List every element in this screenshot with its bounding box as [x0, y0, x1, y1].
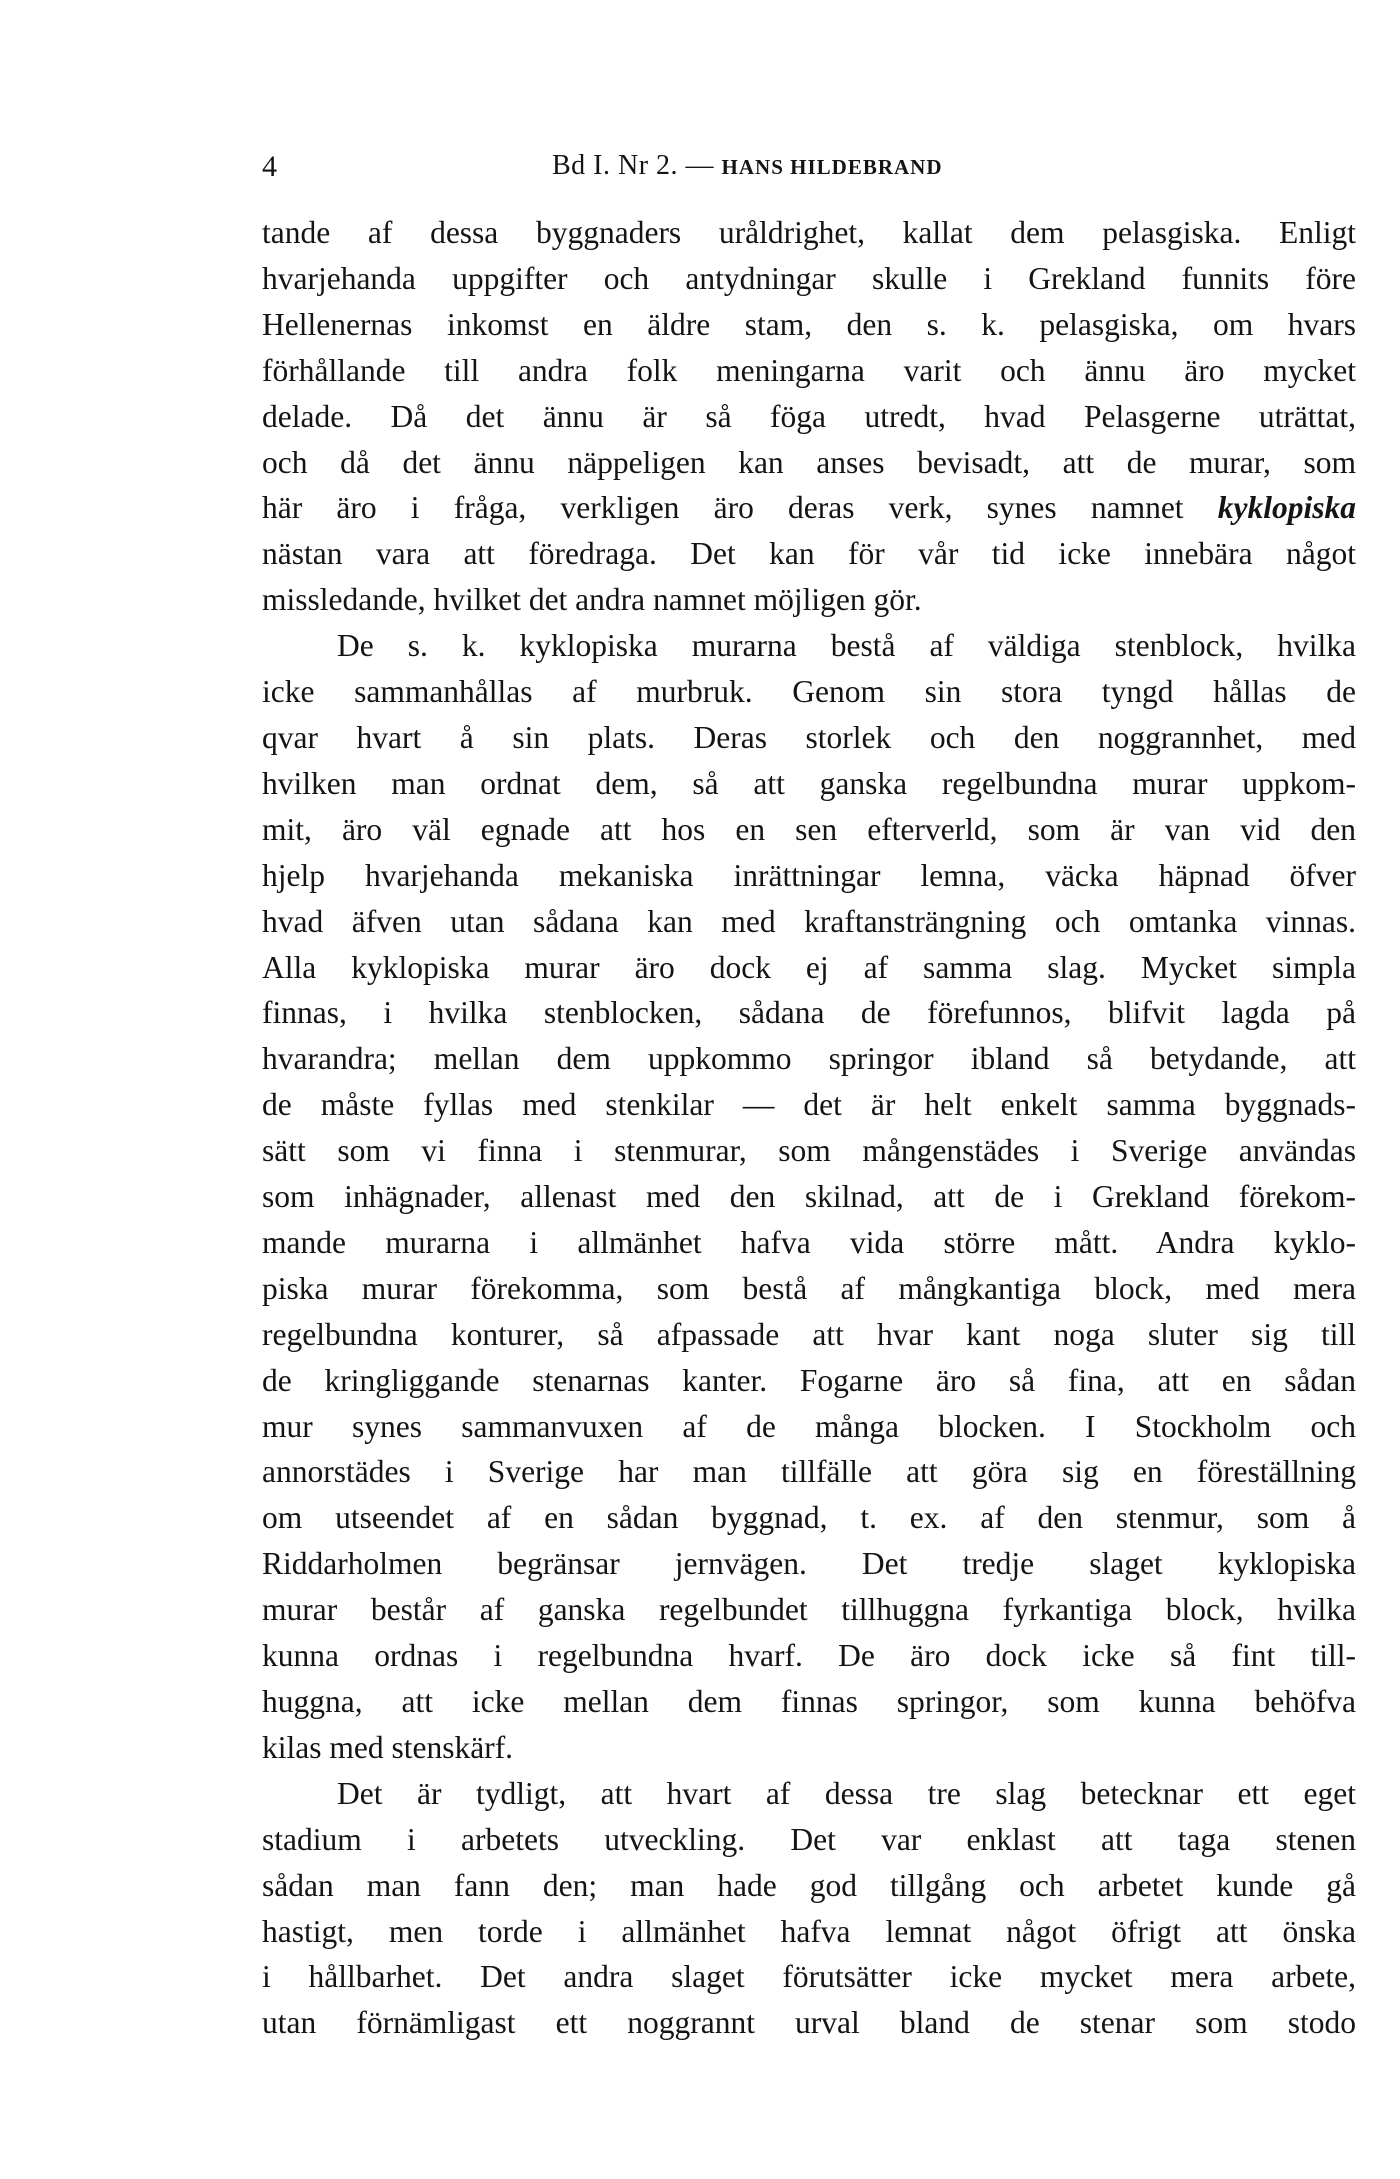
- text-segment: här äro i fråga, verkligen äro deras verk, synes namnet: [262, 490, 1184, 526]
- text-line: finnas, i hvilka stenblocken, sådana de förefunnos, blifvit lagda på: [262, 995, 1356, 1031]
- header-title: [552, 150, 943, 182]
- text-line: hjelp hvarjehanda mekaniska inrättningar lemna, väcka häpnad öfver: [262, 857, 1356, 893]
- text-line: delade. Då det ännu är så föga utredt, hvad Pelasgerne uträttat,: [262, 398, 1356, 434]
- text-line: Hellenernas inkomst en äldre stam, den s. k. pelasgiska, om hvars: [262, 306, 1356, 342]
- text-line: murar består af ganska regelbundet tillhuggna fyrkantiga block, hvilka: [262, 1592, 1356, 1628]
- text-line: qvar hvart å sin plats. Deras storlek och den noggrannhet, med: [262, 719, 1356, 755]
- text-line: sätt som vi finna i stenmurar, som mångenstädes i Sverige användas: [262, 1133, 1356, 1169]
- text-line: huggna, att icke mellan dem finnas springor, som kunna behöfva: [262, 1684, 1356, 1719]
- italic-term: kyklopiska: [1217, 490, 1356, 526]
- book-page: [262, 150, 1356, 2046]
- text-line: nästan vara att föredraga. Det kan för vår tid icke innebära något: [262, 536, 1356, 572]
- text-line: förhållande till andra folk meningarna varit och ännu äro mycket: [262, 352, 1356, 388]
- text-line: de måste fyllas med stenkilar — det är helt enkelt samma byggnads-: [262, 1087, 1356, 1123]
- journal-reference: Bd I. Nr 2. —: [552, 150, 715, 181]
- page-number: 4: [262, 150, 277, 183]
- text-line: mande murarna i allmänhet hafva vida större mått. Andra kyklo-: [262, 1224, 1356, 1260]
- text-line: om utseendet af en sådan byggnad, t. ex. af den stenmur, som å: [262, 1500, 1356, 1536]
- text-line: stadium i arbetets utveckling. Det var enklast att taga stenen: [262, 1821, 1356, 1857]
- running-head: [262, 150, 1356, 210]
- text-line: mit, äro väl egnade att hos en sen efterverld, som är van vid den: [262, 811, 1356, 847]
- text-line: utan förnämligast ett noggrannt urval bland de stenar som stodo: [262, 2005, 1356, 2041]
- text-line: De s. k. kyklopiska murarna bestå af väldiga stenblock, hvilka: [337, 628, 1356, 664]
- text-line: i hållbarhet. Det andra slaget förutsätter icke mycket mera arbete,: [262, 1959, 1356, 1995]
- paragraph-2: [262, 623, 1356, 1771]
- text-line: hvad äfven utan sådana kan med kraftansträngning och omtanka vinnas.: [262, 903, 1356, 939]
- text-line: kilas med stenskärf.: [262, 1729, 514, 1765]
- body-text: [262, 210, 1356, 2046]
- text-line: kunna ordnas i regelbundna hvarf. De äro dock icke så fint till-: [262, 1638, 1356, 1674]
- paragraph-1: [262, 210, 1356, 623]
- paragraph-3: [262, 1771, 1356, 2046]
- text-line: hvilken man ordnat dem, så att ganska regelbundna murar uppkom-: [262, 765, 1356, 801]
- text-line: missledande, hvilket det andra namnet möjligen gör.: [262, 582, 922, 618]
- text-line: Alla kyklopiska murar äro dock ej af samma slag. Mycket simpla: [262, 949, 1356, 985]
- text-line: sådan man fann den; man hade god tillgång och arbetet kunde gå: [262, 1867, 1356, 1903]
- text-line: och då det ännu näppeligen kan anses bevisadt, att de murar, som: [262, 444, 1356, 480]
- text-line: annorstädes i Sverige har man tillfälle att göra sig en föreställning: [262, 1454, 1356, 1490]
- text-line: piska murar förekomma, som bestå af mångkantiga block, med mera: [262, 1270, 1356, 1306]
- text-line: regelbundna konturer, så afpassade att hvar kant noga sluter sig till: [262, 1316, 1356, 1352]
- text-line: hastigt, men torde i allmänhet hafva lemnat något öfrigt att önska: [262, 1913, 1356, 1949]
- text-line: Det är tydligt, att hvart af dessa tre slag betecknar ett eget: [337, 1775, 1356, 1811]
- text-line: hvarjehanda uppgifter och antydningar skulle i Grekland funnits före: [262, 260, 1356, 296]
- text-line: icke sammanhållas af murbruk. Genom sin stora tyngd hållas de: [262, 674, 1356, 710]
- text-line: tande af dessa byggnaders uråldrighet, kallat dem pelasgiska. Enligt: [262, 215, 1356, 250]
- text-line: de kringliggande stenarnas kanter. Fogarne äro så fina, att en sådan: [262, 1362, 1356, 1398]
- text-line: mur synes sammanvuxen af de många blocken. I Stockholm och: [262, 1408, 1356, 1444]
- text-line: hvarandra; mellan dem uppkommo springor ibland så betydande, att: [262, 1041, 1356, 1077]
- text-line: som inhägnader, allenast med den skilnad, att de i Grekland förekom-: [262, 1179, 1356, 1215]
- text-line-with-italic: [262, 485, 1356, 531]
- author-name: HANS HILDEBRAND: [721, 155, 943, 179]
- text-line: Riddarholmen begränsar jernvägen. Det tredje slaget kyklopiska: [262, 1546, 1356, 1582]
